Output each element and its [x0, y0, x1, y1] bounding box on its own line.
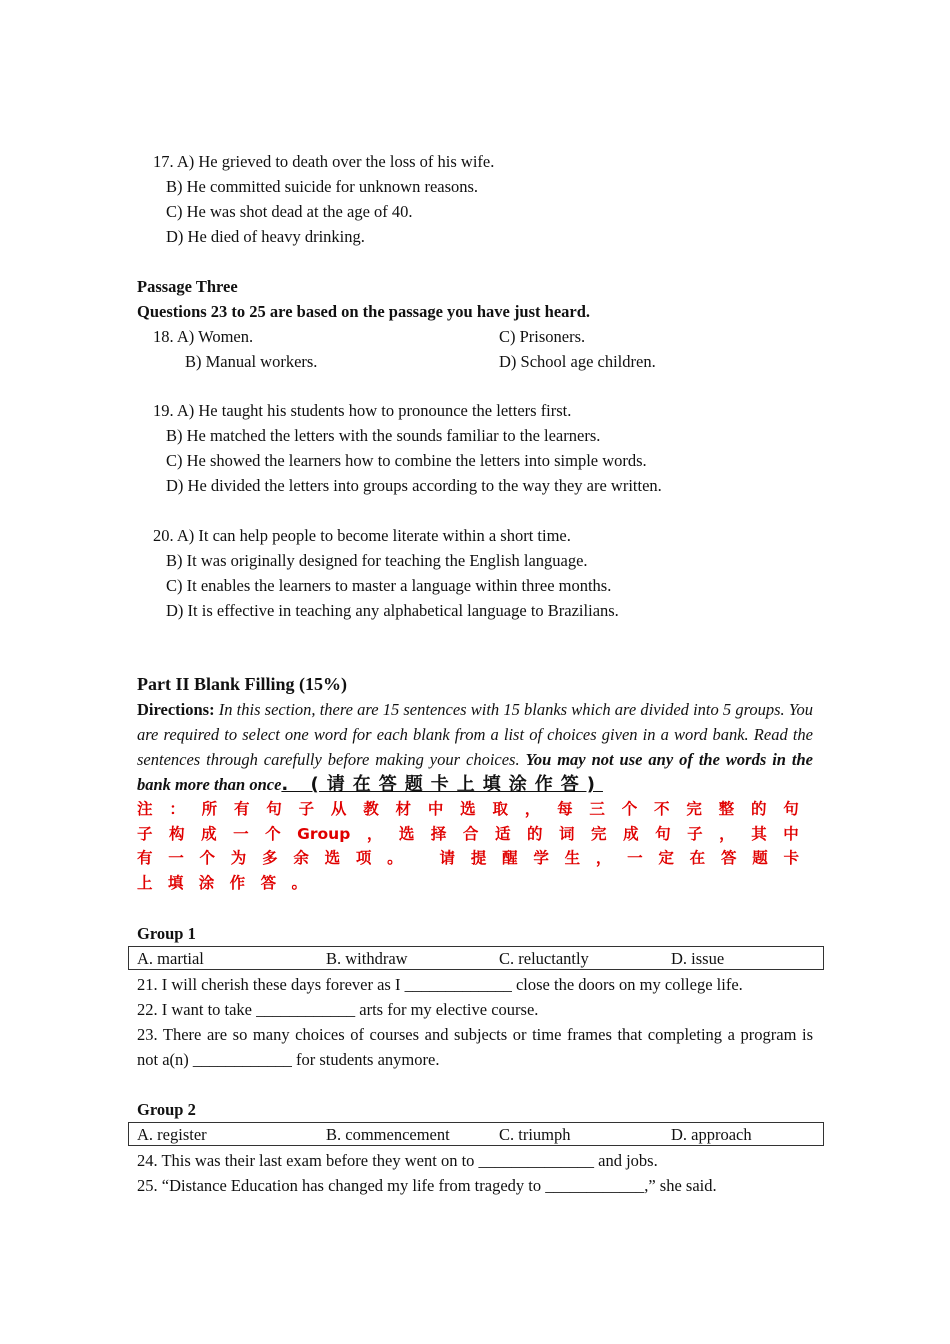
note-char: 个 — [265, 825, 281, 843]
note-char: 完 — [591, 825, 607, 843]
note-char: 填 — [167, 874, 184, 892]
group1-word-b: B. withdraw — [326, 949, 408, 968]
q19-number: 19. — [153, 401, 174, 420]
note-char: ， — [366, 825, 383, 843]
note-char: 一 — [233, 825, 249, 843]
passage-three-intro: Questions 23 to 25 are based on the passage you have just heard. — [137, 302, 591, 321]
note-char: 取 — [492, 800, 508, 818]
note-char: ， — [524, 800, 541, 818]
group2-word-d: D. approach — [671, 1125, 752, 1144]
q22-sentence: 22. I want to take ____________ arts for my elective course. — [137, 1000, 539, 1019]
note-line-4 — [137, 871, 307, 896]
note-char: ： — [169, 800, 185, 818]
note-char: Group — [297, 825, 351, 843]
group1-title: Group 1 — [137, 924, 196, 943]
note-char: 材 — [395, 800, 412, 818]
note-char: 选 — [398, 825, 415, 843]
note-line-3 — [137, 846, 799, 871]
note-char: 其 — [751, 825, 767, 843]
note-char: 在 — [689, 849, 706, 867]
note-char: 教 — [363, 800, 379, 818]
q17-option-b: B) He committed suicide for unknown reasons. — [166, 177, 479, 196]
note-char: 中 — [427, 800, 444, 818]
q18-option-c: C) Prisoners. — [499, 327, 586, 346]
q17-option-a — [153, 149, 494, 174]
note-char: 构 — [169, 825, 185, 843]
note-char: 三 — [589, 800, 605, 818]
note-char: 的 — [526, 825, 543, 843]
note-char: 有 — [233, 800, 250, 818]
note-char: 卡 — [783, 849, 799, 867]
q20-option-b: B) It was originally designed for teaching the English language. — [166, 551, 588, 570]
note-char: 子 — [137, 825, 153, 843]
q25-sentence: 25. “Distance Education has changed my life from tragedy to ____________,” she said. — [137, 1176, 717, 1195]
q19-option-b: B) He matched the letters with the sounds familiar to the learners. — [166, 426, 601, 445]
q19-option-d: D) He divided the letters into groups according to the way they are written. — [166, 476, 662, 495]
note-char: 子 — [687, 825, 703, 843]
group2-word-bank — [128, 1122, 824, 1146]
q20-option-a — [153, 523, 571, 548]
note-char: 不 — [654, 800, 670, 818]
note-char: 子 — [298, 800, 315, 818]
note-char: 醒 — [502, 849, 518, 867]
directions-bold-text: You may not use any of the words in the bank more than once — [137, 750, 813, 794]
q17-option-c: C) He was shot dead at the age of 40. — [166, 202, 413, 221]
q18-option-a — [153, 324, 253, 349]
q24-sentence: 24. This was their last exam before they went on to ______________ and jobs. — [137, 1151, 658, 1170]
note-char: 个 — [199, 849, 216, 867]
part2-title: Part II Blank Filling (15%) — [137, 674, 348, 694]
note-char: 从 — [330, 800, 347, 818]
note-char: 整 — [718, 800, 735, 818]
note-char: 一 — [627, 849, 643, 867]
q17-option-d: D) He died of heavy drinking. — [166, 227, 365, 246]
group1-word-a: A. martial — [137, 949, 204, 968]
note-char: 请 — [439, 849, 456, 867]
note-char: 择 — [430, 825, 447, 843]
q19-option-c: C) He showed the learners how to combine the letters into simple words. — [166, 451, 647, 470]
note-char: 句 — [266, 800, 282, 818]
q18-option-d: D) School age children. — [499, 352, 656, 371]
q20-option-c: C) It enables the learners to master a language within three months. — [166, 576, 612, 595]
group2-word-b: B. commencement — [326, 1125, 450, 1144]
note-char: 。 — [387, 849, 403, 867]
note-char: 中 — [783, 825, 799, 843]
note-char: 答 — [720, 849, 737, 867]
group1-word-c: C. reluctantly — [499, 949, 589, 968]
note-char: ， — [719, 825, 735, 843]
directions-cn-note: . (请在答题卡上填涂作答) — [281, 774, 603, 795]
note-char: 项 — [355, 849, 372, 867]
note-char: 答 — [260, 874, 277, 892]
q18-a-text: A) Women. — [176, 327, 254, 346]
directions-label: Directions: — [137, 700, 215, 719]
note-char: 一 — [168, 849, 184, 867]
note-char: 定 — [658, 849, 674, 867]
group1-word-bank — [128, 946, 824, 970]
note-char: 每 — [557, 800, 573, 818]
q20-number: 20. — [153, 526, 174, 545]
note-char: 成 — [623, 825, 639, 843]
group2-title: Group 2 — [137, 1100, 196, 1119]
note-line-1 — [137, 797, 799, 822]
q20-a-text: A) It can help people to become literate within a short time. — [176, 526, 571, 545]
note-char: 作 — [229, 874, 246, 892]
note-char: 句 — [655, 825, 671, 843]
note-char: 选 — [324, 849, 341, 867]
note-char: 为 — [230, 849, 247, 867]
group1-word-d: D. issue — [671, 949, 725, 968]
q19-option-a — [153, 398, 571, 423]
q20-option-d: D) It is effective in teaching any alphabetical language to Brazilians. — [166, 601, 619, 620]
q17-number: 17. — [153, 152, 174, 171]
note-char: 词 — [559, 825, 575, 843]
group2-word-a: A. register — [137, 1125, 207, 1144]
note-line-2 — [137, 822, 799, 847]
note-char: 提 — [470, 849, 487, 867]
note-char: 生 — [564, 849, 581, 867]
q18-number: 18. — [153, 327, 174, 346]
note-char: 完 — [686, 800, 702, 818]
group2-word-c: C. triumph — [499, 1125, 571, 1144]
note-char: 题 — [752, 849, 768, 867]
note-char: 。 — [291, 874, 307, 892]
note-char: 的 — [750, 800, 767, 818]
note-char: 合 — [462, 825, 479, 843]
note-char: 多 — [262, 849, 278, 867]
note-char: 有 — [137, 849, 153, 867]
note-char: 余 — [293, 849, 309, 867]
note-char: 个 — [621, 800, 638, 818]
note-char: 涂 — [198, 874, 215, 892]
note-char: ， — [595, 849, 612, 867]
q21-sentence: 21. I will cherish these days forever as I _____________ close the doors on my college life. — [137, 975, 743, 994]
note-char: 上 — [137, 874, 153, 892]
passage-three-title: Passage Three — [137, 277, 238, 296]
note-char: 成 — [201, 825, 217, 843]
note-char: 句 — [783, 800, 799, 818]
q18-option-b: B) Manual workers. — [185, 352, 318, 371]
note-char: 所 — [201, 800, 218, 818]
note-char: 注 — [137, 800, 153, 818]
q19-a-text: A) He taught his students how to pronounce the letters first. — [176, 401, 572, 420]
directions-italic-text: In this section, there are 15 sentences with 15 blanks which are divided into 5 groups. You are required to select one word for each blank from a list of choices given in a word bank. Read the sentences through carefully before making your choices. — [137, 700, 814, 769]
note-char — [418, 846, 423, 871]
note-char: 适 — [494, 825, 511, 843]
part2-directions — [137, 697, 813, 797]
q23-sentence: 23. There are so many choices of courses and subjects or time frames that completing a program is not a(n) ____________ for students anymore. — [137, 1025, 813, 1069]
q17-a-text: A) He grieved to death over the loss of his wife. — [176, 152, 495, 171]
note-char: 学 — [533, 849, 549, 867]
note-char: 选 — [460, 800, 476, 818]
